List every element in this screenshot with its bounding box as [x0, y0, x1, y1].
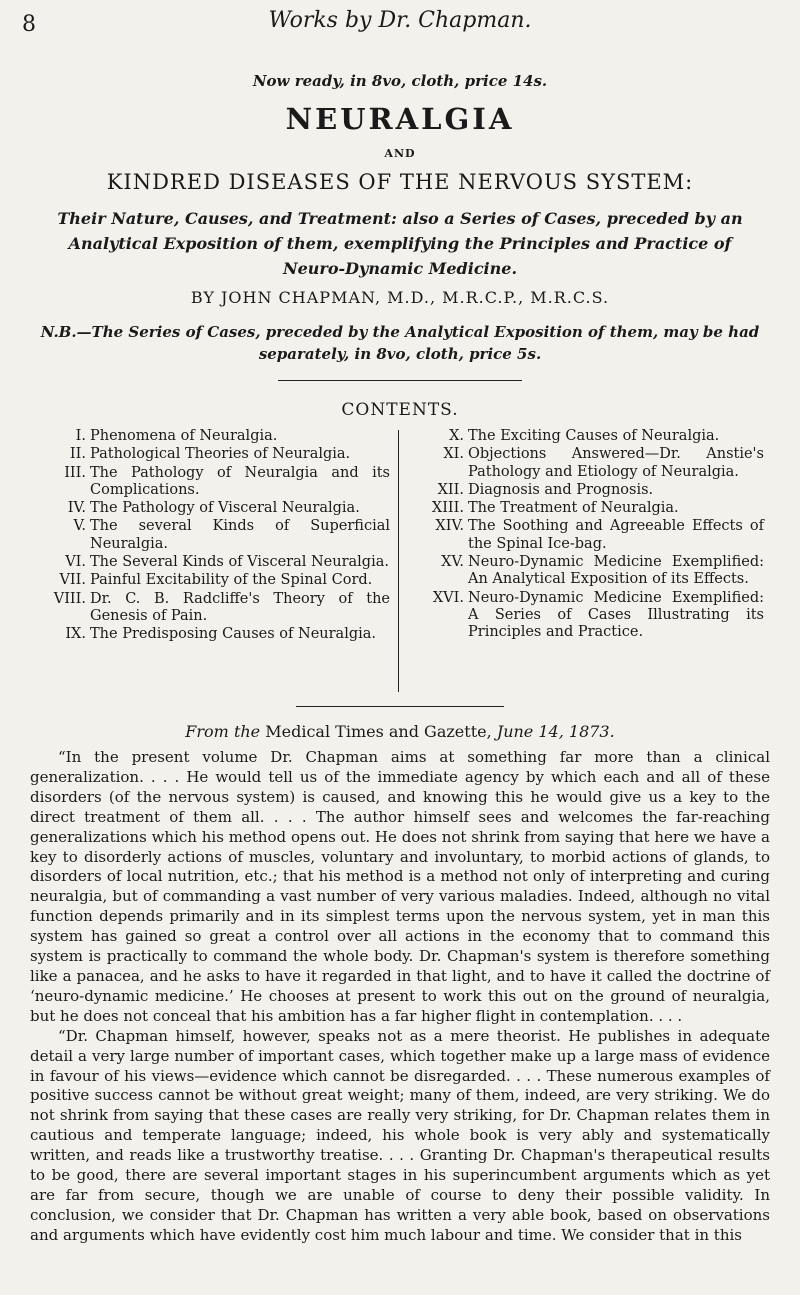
book-subtitle: KINDRED DISEASES OF THE NERVOUS SYSTEM:	[106, 170, 694, 194]
entry-text: Neuro-Dynamic Medicine Exemplified: A Series of Cases Illustrating its Principles and Practice.	[468, 589, 764, 641]
book-title: NEURALGIA	[285, 102, 515, 136]
title-conjunction: AND	[384, 147, 416, 160]
entry-text: Phenomena of Neuralgia.	[90, 428, 278, 444]
contents-entry	[408, 500, 764, 517]
contents-entry	[30, 591, 390, 626]
entry-text: The Predisposing Causes of Neuralgia.	[90, 626, 376, 643]
entry-number: X.	[449, 428, 464, 444]
entry-text: The Treatment of Neuralgia.	[468, 500, 679, 517]
entry-number: IV.	[67, 500, 86, 517]
entry-text: The Several Kinds of Visceral Neuralgia.	[90, 554, 389, 571]
entry-text: Dr. C. B. Radcliffe's Theory of the Genesis of Pain.	[90, 590, 390, 624]
source-name: Medical Times and Gazette,	[265, 722, 492, 741]
entry-number: XIV.	[435, 518, 464, 535]
contents-entry	[30, 554, 390, 571]
section-divider	[296, 706, 504, 707]
contents-entry	[30, 518, 390, 553]
entry-text: The Pathology of Visceral Neuralgia.	[90, 500, 360, 517]
book-author: BY JOHN CHAPMAN, M.D., M.R.C.P., M.R.C.S.	[190, 288, 610, 307]
running-title: Works by Dr. Chapman.	[268, 8, 532, 33]
entry-number: II.	[69, 446, 86, 463]
page-header	[0, 0, 800, 40]
source-date: June 14, 1873.	[496, 722, 615, 741]
entry-text: The Exciting Causes of Neuralgia.	[468, 428, 720, 444]
review-paragraph: “In the present volume Dr. Chapman aims at something far more than a clinical generalization. . . . He would tell us of the immediate agency by which each and all of these disorders (of the nervous system) is caused, and knowing this he would give us a key to the direct treatment of them all. . . . The author himself sees and welcomes the far-reaching generalizations which his method opens out. He does not shrink from saying that here we have a key to disorderly actions of muscles, voluntary and involuntary, to morbid actions of glands, to disorders of local nutrition, etc.; that his method is a method not only of interpreting and curing neuralgia, but of commanding a vast number of very various maladies. Indeed, although no vital function depends primarily and in its simplest terms upon the nervous system, yet in man this system has gained so great a control over all actions in the economy that to command this system is practically to command the whole body. Dr. Chapman's system is therefore something like a panacea, and he asks to have it regarded in that light, and to have it called the doctrine of ‘neuro-dynamic medicine.’ He chooses at present to work this out on the ground of neuralgia, but he does not conceal that his ambition has a far higher flight in contemplation. . . .	[30, 748, 770, 1025]
contents-heading: CONTENTS.	[341, 400, 459, 420]
contents-entry	[408, 446, 764, 481]
book-description: Their Nature, Causes, and Treatment: also a Series of Cases, preceded by an Analytical Exposition of them, exemplifying the Principles and Practice of Neuro-Dynamic Medicine.	[57, 209, 743, 278]
contents-entry	[30, 428, 390, 445]
contents-entry	[408, 482, 764, 499]
entry-number: IX.	[65, 626, 86, 643]
entry-number: VIII.	[53, 590, 86, 607]
entry-number: I.	[75, 428, 86, 444]
entry-text: Diagnosis and Prognosis.	[468, 481, 654, 498]
entry-number: XIII.	[431, 500, 464, 517]
entry-number: VI.	[65, 554, 86, 571]
section-divider	[278, 380, 522, 381]
contents-column-divider	[398, 430, 399, 692]
entry-number: VII.	[59, 572, 86, 589]
contents-entry	[30, 446, 390, 463]
availability-note: Now ready, in 8vo, cloth, price 14s.	[252, 72, 548, 90]
entry-number: XVI.	[432, 589, 464, 606]
contents-entry	[30, 500, 390, 517]
contents-entry	[408, 590, 764, 642]
contents-entry	[30, 572, 390, 589]
review-quote	[30, 748, 770, 1246]
page-number: 8	[22, 12, 36, 37]
entry-text: The Soothing and Agreeable Effects of the Spinal Ice-bag.	[468, 518, 764, 552]
entry-text: Painful Excitability of the Spinal Cord.	[90, 572, 373, 589]
entry-text: Objections Answered—Dr. Anstie's Pathology and Etiology of Neuralgia.	[468, 446, 764, 480]
contents-column-left	[30, 428, 390, 645]
entry-number: V.	[73, 518, 86, 535]
entry-number: XI.	[443, 446, 464, 463]
contents-entry	[30, 465, 390, 500]
entry-text: The several Kinds of Superficial Neuralgia.	[90, 518, 390, 552]
separate-edition-note: N.B.—The Series of Cases, preceded by the Analytical Exposition of them, may be had separately, in 8vo, cloth, price 5s.	[40, 323, 760, 363]
contents-entry	[30, 626, 390, 643]
entry-number: XII.	[437, 481, 464, 498]
source-prefix: From the	[185, 722, 261, 741]
contents-entry	[408, 518, 764, 553]
review-source	[0, 722, 800, 741]
entry-text: Pathological Theories of Neuralgia.	[90, 446, 351, 463]
entry-text: The Pathology of Neuralgia and its Complications.	[90, 464, 390, 498]
contents-column-right	[408, 428, 764, 643]
contents-entry	[408, 428, 764, 445]
contents-entry	[408, 554, 764, 589]
review-paragraph: “Dr. Chapman himself, however, speaks not as a mere theorist. He publishes in adequate detail a very large number of important cases, which together make up a large mass of evidence in favour of his views—evidence which cannot be disregarded. . . . These numerous examples of positive success cannot be without great weight; many of them, indeed, are very striking. We do not shrink from saying that these cases are really very striking, for Dr. Chapman relates them in cautious and temperate language; indeed, his whole book is very ably and systematically written, and reads like a trustworthy treatise. . . . Granting Dr. Chapman's therapeutical results to be good, there are several important stages in his superincumbent arguments which as yet are far from secure, though we are unable of course to deny their possible validity. In conclusion, we consider that Dr. Chapman has written a very able book, based on observations and arguments which have evidently cost him much labour and time. We consider that in this	[30, 1026, 770, 1244]
entry-number: III.	[64, 464, 86, 481]
entry-number: XV.	[441, 554, 464, 571]
entry-text: Neuro-Dynamic Medicine Exemplified: An Analytical Exposition of its Effects.	[468, 554, 764, 588]
